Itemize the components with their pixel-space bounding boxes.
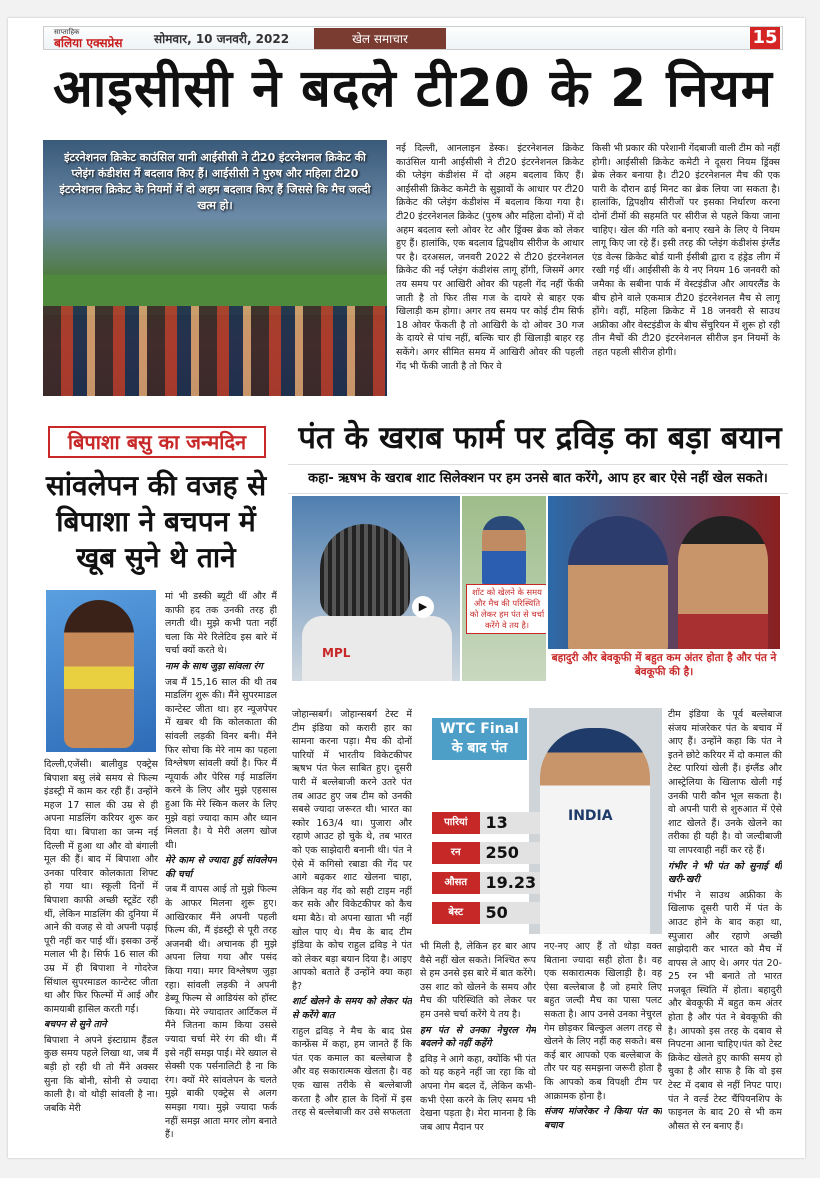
wtc-stat-row bbox=[432, 842, 552, 864]
wtc-stat-label: पारियां bbox=[432, 812, 480, 834]
pant-text-2-bot: द्रविड़ ने आगे कहा, क्योंकि भी पंत को यह कहने नहीं जा रहा कि वो अपना गेम बदल दें, लेकिन कभी-कभी ऐसा करने के लिए समय भी देखना पड़ता है। मेरा मानना है कि जब आप मैदान पर bbox=[420, 1053, 536, 1133]
icc-column-1 bbox=[396, 142, 584, 398]
bipasha-text-bot: जब मैं वापस आई तो मुझे फिल्म के आफर मिलना शुरू हुए। आखिरकार मैंने अपनी पहली फिल्म की, मैं इंडस्ट्री से पूरी तरह अजनबी थी। अचानक ही मुझे अपना लिया गया और पसंद किया गया। मगर विश्लेषण जुड़ा रहा। सांवली लड़की ने अपनी डेब्यू फिल्म से आडियंस को हॉस्ट किया। मेरे ज्यादातर आर्टिकल में मैंने जितना काम किया उससे ज्यादा चर्चा मेरे रंग की थी। मैं इसे नहीं समझ पाई। मेरे ख्याल से सेक्सी एक पर्सनालिटी है ना कि रंग। क्यों मेरे सांवलेपन के चलते मुझे बाकी एक्ट्रेस से अलग समझा गया। मुझे ज्यादा फर्क नहीं समझ आता मगर लोग बनाते हैं। bbox=[165, 884, 277, 1141]
icc-column-2 bbox=[592, 142, 780, 398]
wtc-stat-label: बेस्ट bbox=[432, 902, 480, 924]
wtc-stat-value: 13 bbox=[480, 812, 553, 834]
dravid-figure bbox=[482, 516, 526, 586]
pant-gambhir-photo bbox=[548, 496, 780, 681]
bipasha-subhead-1: नाम के साथ जुड़ा सांवला रंग bbox=[165, 660, 263, 672]
bipasha-text-mid: जब मैं 15,16 साल की थी तब माडलिंग शुरू की। मैंने सुपरमाडल कान्टेस्ट जीता था। हर न्यूजपेपर में खबर थी कि कोलकाता की सांवली लड़की विनर बनी। मैंने फिर सोचा कि मेरे नाम का पहला विश्लेषण सांवली क्यों है। फिर मैं न्यूयार्क और पेरिस गई माडलिंग करने के लिए और मुझे एहसास हुआ कि मेरे स्किन कलर के लिए मुझे वहां ज्यादा काम और ध्यान मिलता है। ये मेरी अलग खोज थी। bbox=[165, 676, 277, 851]
bipasha-column-2 bbox=[165, 590, 277, 1145]
bipasha-figure bbox=[64, 600, 134, 748]
jersey-india-text: INDIA bbox=[568, 808, 613, 824]
bipasha-tag: बिपाशा बसु का जन्मदिन bbox=[48, 426, 266, 458]
masthead-small: साप्ताहिक bbox=[54, 28, 80, 36]
pant-face bbox=[568, 516, 668, 656]
icc-text-1: नई दिल्ली, आनलाइन डेस्क। इंटरनेशनल क्रिकेट काउंसिल यानी आईसीसी ने टी20 इंटरनेशनल क्रिकेट की प्लेइंग कंडीशंस में दो अहम बदलाव किए हैं। आईसीसी क्रिकेट कमेटी के सुझावों के आधार पर टी20 क्रिकेट की प्लेइंग कंडीशंस में बदलाव किया गया है। टी20 इंटरनेशनल क्रिकेट (पुरुष और महिला दोनों) में दो अहम बदलाव स्लो ओवर रेट और ड्रिंक्स ब्रेक को लेकर हुए हैं। हालांकि, एक बदलाव द्विपक्षीय सीरीज के आधार पर है। दरअसल, जनवरी 2022 से टी20 इंटरनेशनल क्रिकेट की नई प्लेइंग कंडीशंस लागू होंगी, जिसमें अगर तय समय पर आखिरी ओवर की पहली गेंद नहीं फेंकी जाती है तो फिर तीस गज के दायरे से बाहर एक खिलाड़ी कम होगा। अगर तय समय पर कोई टीम सिर्फ 18 ओवर फेंकती है तो आखिरी के दो ओवर 30 गज के दायरे से पांच नहीं, बल्कि चार ही खिलाड़ी बाहर रह सकेंगे। अगर सीमित समय में आखिरी ओवर की पहली गेंद भी फेंकी जाती है तो फिर वे bbox=[396, 143, 584, 372]
pant-subhead-4: गंभीर ने भी पंत को सुनाई थी खरी-खरी bbox=[668, 860, 782, 886]
pant-text-1-bot: राहुल द्रविड़ ने मैच के बाद प्रेस कान्फ्रेंस में कहा, हम जानते हैं कि पंत एक कमाल का बल्लेबाज है और वह सकारात्मक खेलता है। वह एक खास तरीके से बल्लेबाजी करता है और हाल के दिनों में इस तरह से बल्लेबाजी कर उसे सफलता bbox=[292, 1025, 412, 1119]
dravid-photo bbox=[462, 496, 546, 681]
pant-subheadline: कहा- ऋषभ के खराब शाट सिलेक्शन पर हम उनसे बात करेंगे, आप हर बार ऐसे नहीं खेल सकते। bbox=[288, 464, 788, 494]
wtc-stat-row bbox=[432, 872, 552, 894]
wtc-stat-row bbox=[432, 902, 552, 924]
wtc-stats-graphic bbox=[420, 708, 662, 934]
pant-text-4: टीम इंडिया के पूर्व बल्लेबाज संजय मांजरेकर पंत के बचाव में आए हैं। उन्होंने कहा कि पंत ने इतने छोटे करियर में दो कमाल की टेस्ट पारियां खेली हैं। इंग्लैंड और आस्ट्रेलिया के खिलाफ खेली गई उनकी पारी कौन भूल सकता है। वो अपनी पारी से शुरुआत में ऐसे शाट खेलते हैं। उनके खेलने का तरीका ही यही है। वो जल्दीबाजी या लापरवाही नहीं कर रहे हैं। bbox=[668, 709, 782, 856]
wtc-title bbox=[432, 718, 527, 760]
bipasha-subhead-3: बचपन से सुने ताने bbox=[44, 1019, 107, 1031]
icc-photo bbox=[43, 140, 387, 396]
helmet-image bbox=[320, 524, 410, 619]
jersey-image bbox=[302, 616, 452, 681]
wtc-title-line1: WTC Final bbox=[440, 721, 519, 737]
pant-photo bbox=[292, 496, 460, 681]
pant-column-2 bbox=[420, 940, 536, 1145]
icc-photo-caption: इंटरनेशनल क्रिकेट काउंसिल यानी आईसीसी ने टी20 इंटरनेशनल क्रिकेट की प्लेइंग कंडीशंस में बदलाव किए हैं। आईसीसी ने पुरुष और महिला टी20 इंटरनेशनल क्रिकेट के नियमों में दो अहम बदलाव किए हैं जिससे कि मैच जल्दी खत्म हो। bbox=[59, 151, 371, 212]
pant-column-1 bbox=[292, 708, 412, 1145]
wtc-title-line2: के बाद पंत bbox=[451, 740, 508, 756]
page-header bbox=[43, 26, 783, 50]
bipasha-column-1 bbox=[44, 758, 158, 1145]
pant-column-3 bbox=[544, 940, 662, 1145]
wtc-stat-label: औसत bbox=[432, 872, 480, 894]
issue-date: सोमवार, 10 जनवरी, 2022 bbox=[154, 31, 290, 46]
bipasha-headline: सांवलेपन की वजह से बिपाशा ने बचपन में खूब सुने थे ताने bbox=[45, 469, 267, 574]
bipasha-photo bbox=[46, 590, 156, 752]
page-number: 15 bbox=[750, 27, 780, 49]
pant-player-image bbox=[540, 728, 650, 934]
pant-text-3: नए-नए आए हैं तो थोड़ा वक्त बिताना ज्यादा सही होता है। वह एक सकारात्मक खिलाड़ी है। वह ऐसा बल्लेबाज है जो हमारे लिए बहुत जल्दी मैच का पासा पलट सकता है। आप उनसे उनका नेचुरल गेम छोड़कर बिल्कुल अलग तरह से खेलने के लिए नहीं कह सकते। बस कई बार आपको एक बल्लेबाज के तौर पर यह समझना जरूरी होता है कि आपको कब विपक्षी टीम पर आक्रामक होना है। bbox=[544, 941, 662, 1102]
gambhir-quote-caption: बहादुरी और बेवकूफी में बहुत कम अंतर होता है और पंत ने बेवकूफी की है। bbox=[548, 649, 780, 681]
section-label: खेल समाचार bbox=[314, 28, 446, 49]
gambhir-face bbox=[678, 516, 768, 656]
pant-text-2: भी मिली है, लेकिन हर बार आप वैसे नहीं खेल सकते। निश्चित रूप से हम उनसे इस बारे में बात करेंगे। उस शाट को खेलने के समय और मैच की परिस्थिति को लेकर पर हम उनसे चर्चा करेंगे ये तय है। bbox=[420, 941, 536, 1020]
bipasha-intro: दिल्ली,एजेंसी। बालीवुड एक्ट्रेस बिपाशा बसु लंबे समय से फिल्म इंडस्ट्री में काम कर रही हैं। उन्होंने महज 17 साल की उम्र से ही अपना माडलिंग करियर शुरू कर दिया था। बिपाशा का जन्म नई दिल्ली में हुआ था और वो बंगाली मूल की हैं। बाद में बिपाशा और उनका परिवार कोलकाता शिफ्ट हो गया था। स्कूली दिनों में बिपाशा काफी अच्छी स्टूडेंट रही थीं, लेकिन माडलिंग की दुनिया में आने की वजह से वो अपनी पढ़ाई पूरी नहीं कर पाई थीं। इसका उन्हें मलाल भी है। सिर्फ 16 साल की उम्र में ही बिपाशा ने गोदरेज सिंथाल सुपरमाडल कान्टेस्ट जीता था और फिर फिल्मों में आई और कामयाबी हासिल करती गईं। bbox=[44, 759, 158, 1015]
bipasha-subhead-2: मेरे काम से ज्यादा हुई सांवलेपन की चर्चा bbox=[165, 855, 277, 880]
newspaper-page bbox=[8, 18, 805, 1158]
masthead-title: बलिया एक्सप्रेस bbox=[54, 36, 123, 50]
main-headline: आइसीसी ने बदले टी20 के 2 नियम bbox=[53, 59, 773, 119]
icc-text-2: किसी भी प्रकार की परेशानी गेंदबाजी वाली टीम को नहीं होगी। आईसीसी क्रिकेट कमेटी ने दूसरा नियम ड्रिंक्स ब्रेक लेकर बनाया है। टी20 इंटरनेशनल मैच की एक पारी के दौरान ढाई मिनट का ब्रेक लिया जा सकता है। हालांकि, द्विपक्षीय सीरीजों पर इसका निर्धारण करना दोनों टीमों की सहमति पर सीरीज से पहले किया जाना चाहिए। खेल की गति को बनाए रखने के लिए ये नियम लागू किए जा रहे हैं। इसी तरह की प्लेइंग कंडीशंस इंग्लैंड एंड वेल्स क्रिकेट बोर्ड यानी ईसीबी द्वारा द हंड्रेड लीग में रखी गई थीं। आईसीसी के ये नए नियम 16 जनवरी को जमैका के सबीना पार्क में वेस्टइंडीज और आयरलैंड के बीच होने वाले एकमात्र टी20 इंटरनेशनल मैच से लागू होंगे। वहीं, महिला क्रिकेट में 18 जनवरी से साउथ अफ्रीका और वेस्टइंडीज के बीच सेंचुरियन में शुरू हो रही तीन मैचों की टी20 इंटरनेशनल सीरीज इन नियमों के तहत पहली सीरीज होगी। bbox=[592, 143, 780, 358]
dravid-quote-box: शॉट को खेलने के समय और मैच की परिस्थिति को लेकर हम पंत से चर्चा करेंगे वे तय है। bbox=[466, 584, 546, 634]
play-icon[interactable]: ▶ bbox=[412, 596, 434, 618]
wtc-stat-value: 250 bbox=[480, 842, 553, 864]
wtc-stat-value: 50 bbox=[480, 902, 553, 924]
pant-column-4 bbox=[668, 708, 782, 1145]
jersey-brand: MPL bbox=[322, 646, 351, 660]
wtc-stat-label: रन bbox=[432, 842, 480, 864]
pant-subhead-1: शार्ट खेलने के समय को लेकर पंत से करेंगे बात bbox=[292, 996, 412, 1022]
pant-subhead-2: हम पंत से उनका नेचुरल गेम बदलने को नहीं कहेंगे bbox=[420, 1024, 536, 1050]
pant-text-1: जोहान्सबर्ग। जोहान्सबर्ग टेस्ट में टीम इंडिया को करारी हार का सामना करना पड़ा। मैच की दोनों पारियों में भारतीय विकेटकीपर ऋषभ पंत फेल साबित हुए। दूसरी पारी में बल्लेबाजी करने उतरे पंत तब आउट हुए जब टीम को उनकी सबसे ज्यादा जरूरत थी। भारत का स्कोर 163/4 था। पुजारा और रहाणे आउट हो चुके थे, तब भारत को एक साझेदारी बनानी थी। पंत ने ऐसे में कगिसो रबाडा की गेंद पर आगे बढ़कर शाट खेलना चाहा, लेकिन वह गेंद को सही टाइम नहीं कर सके और विकेटकीपर को कैच थमा बैठे। वो अपना खाता भी नहीं खोल पाए थे। मैच के बाद टीम इंडिया के कोच राहुल द्रविड़ ने पंत को लेकर बड़ा बयान दिया है। आइए आपको बताते हैं उन्होंने क्या कहा है? bbox=[292, 709, 412, 992]
masthead-logo bbox=[44, 27, 154, 49]
wtc-stat-value: 19.23 bbox=[480, 872, 553, 894]
pant-subhead-3: संजय मांजरेकर ने किया पंत का बचाव bbox=[544, 1106, 662, 1131]
pant-text-4-bot: गंभीर ने साउथ अफ्रीका के खिलाफ दूसरी पारी में पंत के आउट होने के बाद कहा था, स्पुजारा और रहाणे अच्छी साझेदारी कर भारत को मैच में वापस ले आए थे। अगर पंत 20-25 रन भी बनाते तो भारत मजबूत स्थिति में होता। बहादुरी और बेवकूफी में बहुत कम अंतर होता है और पंत ने बेवकूफी की है। आपको इस तरह के दबाव से निपटना आना चाहिए।पंत को टेस्ट क्रिकेट खेलते हुए काफी समय हो चुका है और साफ है कि वो इस टेस्ट में दबाव से नहीं निपट पाए। पंत ने वर्ल्ड टेस्ट चैंपियनशिप के फाइनल के बाद 20 से भी कम औसत से रन बनाए हैं। bbox=[668, 889, 782, 1132]
bipasha-intro-bot: बिपाशा ने अपने इंस्टाग्राम हैंडल कुछ समय पहले लिखा था, जब मैं बड़ी हो रही थी तो मैंने अक्सर सुना कि बोनी, सोनी से ज्यादा काली है। वो थोड़ी सांवली है ना। जबकि मेरी bbox=[44, 1034, 158, 1114]
bipasha-text-top: मां भी डस्की ब्यूटी थीं और मैं काफी हद तक उनकी तरह ही लगती थी। मुझे कभी पता नहीं चला कि मेरे रिलेटिव इस बारे में चर्चा क्यों करते थे। bbox=[165, 591, 277, 657]
crowd-image bbox=[43, 306, 387, 396]
wtc-stat-row bbox=[432, 812, 552, 834]
pant-headline: पंत के खराब फार्म पर द्रविड़ का बड़ा बयान bbox=[298, 420, 782, 456]
